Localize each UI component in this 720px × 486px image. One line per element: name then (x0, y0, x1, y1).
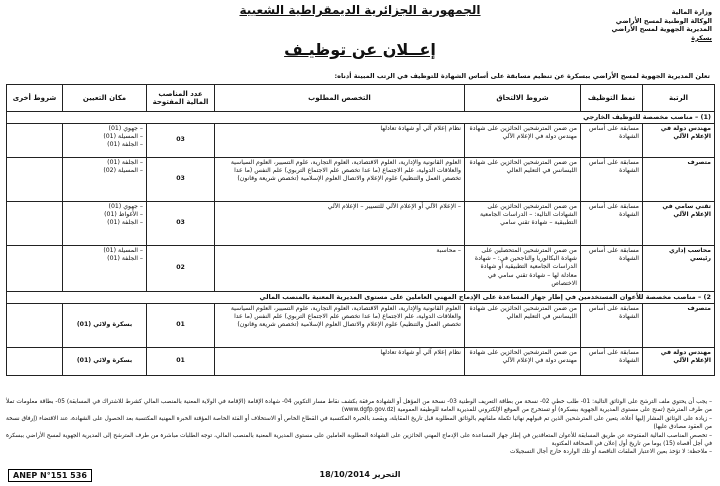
column-header: عدد المناصب المالية المفتوحة (147, 85, 215, 112)
table-row (7, 246, 715, 292)
posts-cell: 01 (147, 348, 215, 376)
table-header-row (7, 85, 715, 112)
posts-cell: 01 (147, 304, 215, 348)
note-paragraph: – تخصص المناصب المالية المفتوحة عن طريق المسابقة للأعوان المتعاقدين في إطار جهاز المساعدة على الإدماج المهني الحائزين على الشهادة المطلوبة العاملين على مستوى المديرية المعنية بالمنصب المالي، توجه الطلبات مباشرة من طرف المترشح إلى المديرية الجهوية لمسح الأراضي ببسكرة في أجل أقصاه (15) يوما من تاريخ أول إعلان في الصحافة المكتوبة (6, 432, 712, 448)
mode-cell: مسابقة على أساس الشهادة (581, 158, 643, 202)
ministry-line: الوكالة الوطنية لمسح الأراضي (615, 16, 712, 25)
ministry-block (594, 8, 712, 42)
section-label: 2) – مناصب مخصصة للأعوان المستخدمين في إطار جهاز المساعدة على الإدماج المهني العاملين على مستوى المديرية المعنية بالمنصب المالي (7, 292, 715, 304)
ministry-line: المديرية الجهوية لمسح الأراضي (611, 25, 712, 34)
mode-cell: مسابقة على أساس الشهادة (581, 348, 643, 376)
publication-date: التحرير 18/10/2014 (319, 470, 401, 479)
section-row (7, 292, 715, 304)
place-line: – المسيلة (02) (103, 167, 143, 175)
other-cell (7, 304, 63, 348)
grade-cell: مهندس دولة في الإعلام الآلي (643, 348, 715, 376)
other-cell (7, 124, 63, 158)
other-cell (7, 246, 63, 292)
conditions-cell: من ضمن المترشحين الحائزين على الشهادات التالية: – الدراسات الجامعية التطبيقية – شهادة تقني سامي (465, 202, 581, 246)
posts-cell: 03 (147, 158, 215, 202)
place-line: – الجلفة (01) (107, 255, 143, 263)
column-header: شروط الالتحاق (465, 85, 581, 112)
specialty-cell: نظام إعلام آلي أو شهادة تعادلها (215, 124, 465, 158)
table-row (7, 304, 715, 348)
place-cell (63, 158, 147, 202)
mode-cell: مسابقة على أساس الشهادة (581, 246, 643, 292)
ministry-line: وزارة المالية (671, 8, 712, 16)
footer (0, 469, 720, 485)
posts-cell: 02 (147, 246, 215, 292)
table-row (7, 124, 715, 158)
note-paragraph: – ملاحظة: لا تؤخذ بعين الاعتبار الملفات الناقصة أو تلك الواردة خارج أجال التسجيلات (510, 449, 712, 456)
place-cell (63, 304, 147, 348)
place-cell (63, 124, 147, 158)
column-header: شروط أخرى (7, 85, 63, 112)
note-paragraph: – يجب أن يحتوي ملف الترشح على الوثائق التالية: 01- طلب خطي 02- نسخة من بطاقة التعريف الوطنية 03- نسخة من المؤهل أو الشهادة مرفقة بكشف نقاط مسار التكوين 04- شهادة الإقامة (الإقامة في الولاية المعنية بالمنصب المالي كشرط للاشتراك في المسابقة) 05- بطاقة معلومات تملأ من طرف المترشح (تمنح على مستوى المديرية الجهوية ببسكرة) أو تستخرج من الموقع الإلكتروني للمديرية العامة للوظيفة العمومية (www.dgfp.gov.dz) (6, 399, 713, 414)
grade-cell: محاسب إداري رئيسي (643, 246, 715, 292)
table-row (7, 348, 715, 376)
grade-cell: متصرف (643, 304, 715, 348)
place-line: – الأغواط (01) (104, 211, 143, 219)
republic-title: الجمهورية الجزائرية الديمقراطية الشعبية (239, 3, 481, 17)
column-header: الرتبة (643, 85, 715, 112)
specialty-cell: – الإعلام الآلي أو الإعلام الآلي للتسيير – الإعلام الآلي (215, 202, 465, 246)
conditions-cell: من ضمن المترشحين الحائزين على شهادة مهندس دولة في الإعلام الآلي (465, 348, 581, 376)
place-line: – جهوي (01) (108, 125, 143, 132)
other-cell (7, 202, 63, 246)
place-cell (63, 348, 147, 376)
conditions-cell: من ضمن المترشحين الحائزين على شهادة الليسانس في التعليم العالي (465, 158, 581, 202)
section-label: (1) – مناصب مخصصة للتوظيف الخارجي (7, 112, 715, 124)
place-line: بسكرة ولائي (01) (76, 357, 133, 365)
conditions-cell: من ضمن المترشحين الحائزين على شهادة مهندس دولة في الإعلام الآلي (465, 124, 581, 158)
mode-cell: مسابقة على أساس الشهادة (581, 124, 643, 158)
ministry-line: بسكرة (691, 33, 712, 42)
specialty-cell: العلوم القانونية والإدارية، العلوم الاقتصادية، العلوم التجارية، علوم التسيير، العلوم السياسية والعلاقات الدولية، علم الاجتماع (ما عدا تخصص علم الاجتماع التربوي) علم النفس (ما عدا تخصص العمل والتنظيم) علوم الإعلام والاتصال العلوم الإسلامية (تخصص شريعة وقانون) (215, 304, 465, 348)
other-cell (7, 348, 63, 376)
mode-cell: مسابقة على أساس الشهادة (581, 202, 643, 246)
table-row (7, 158, 715, 202)
specialty-cell: نظام إعلام آلي أو شهادة تعادلها (215, 348, 465, 376)
place-line: بسكرة ولائي (01) (76, 321, 133, 329)
place-line: – المسيلة (01) (103, 247, 143, 254)
column-header: التخصص المطلوب (215, 85, 465, 112)
place-line: – جهوي (01) (108, 203, 143, 210)
recruitment-table (6, 84, 715, 376)
grade-cell: مهندس دولة في الإعلام الآلي (643, 124, 715, 158)
column-header: مكان التعيين (63, 85, 147, 112)
place-line: – الجلفة (01) (107, 141, 143, 149)
anep-reference: ANEP N°151 536 (8, 469, 92, 482)
specialty-cell: العلوم القانونية والإدارية، العلوم الاقتصادية، العلوم التجارية، علوم التسيير، العلوم السياسية والعلاقات الدولية، علم الاجتماع (ما عدا تخصص علم الاجتماع التربوي) علم النفس (ما عدا تخصص العمل والتنظيم) علوم الإعلام والاتصال العلوم الإسلامية (تخصص شريعة وقانون) (215, 158, 465, 202)
table-row (7, 202, 715, 246)
place-cell (63, 202, 147, 246)
grade-cell: متصرف (643, 158, 715, 202)
mode-cell: مسابقة على أساس الشهادة (581, 304, 643, 348)
place-cell (63, 246, 147, 292)
posts-cell: 03 (147, 124, 215, 158)
specialty-cell: – محاسبة (215, 246, 465, 292)
place-line: – الجلفة (01) (107, 159, 143, 166)
notes-block (6, 398, 712, 457)
section-row (7, 112, 715, 124)
place-line: – الجلفة (01) (107, 219, 143, 227)
other-cell (7, 158, 63, 202)
grade-cell: تقني سامي في الإعلام الآلي (643, 202, 715, 246)
conditions-cell: من ضمن المترشحين المتحصلين على شهادة البكالوريا والناجحين في: – شهادة الدراسات الجامعية التطبيقية أو شهادة معادلة لها – شهادة تقني سامي في الاختصاص (465, 246, 581, 292)
intro-text: تعلن المديرية الجهوية لمسح الأراضي ببسكرة عن تنظيم مسابقة على أساس الشهادة للتوظيف في الرتب المبينة أدناه: (334, 72, 710, 80)
note-paragraph: – زيادة على الوثائق المشار إليها أعلاه، يتعين على المترشحين الذين تم قبولهم نهائيا تكملة ملفاتهم بالوثائق المطلوبة قبل تاريخ المقابلة، ويقصد بالخبرة المكتسبة في القطاع الخاص أو الاستخلاف أو الفئة الخاصة المؤقتة الخبرة المهنية المكتسبة بعد الحصول على الشهادة، عند الاقتضاء (إرفاق نسخة من العقود مصادق عليها) (6, 415, 712, 431)
place-line: – المسيلة (01) (103, 133, 143, 141)
posts-cell: 03 (147, 202, 215, 246)
conditions-cell: من ضمن المترشحين الحائزين على شهادة الليسانس في التعليم العالي (465, 304, 581, 348)
column-header: نمط التوظيف (581, 85, 643, 112)
announcement-title: إعــلان عن توظيـف (284, 40, 436, 59)
